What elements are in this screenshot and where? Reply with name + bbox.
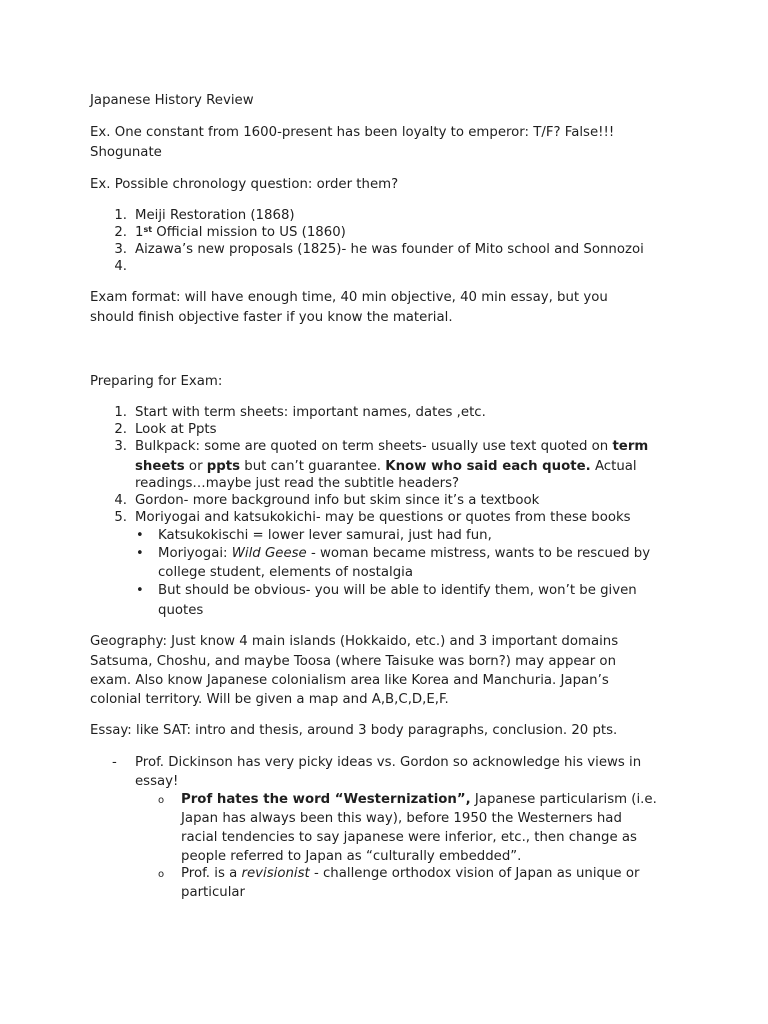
essay-item-1-line-2: essay! xyxy=(135,774,179,789)
prep-item-3-line-2 xyxy=(135,458,637,476)
exam-format-line-2: should finish objective faster if you know the material. xyxy=(90,310,453,325)
list-number: 2. xyxy=(114,422,127,437)
chronology-item-3: Aizawa’s new proposals (1825)- he was founder of Mito school and Sonnozoi xyxy=(135,242,644,257)
prep-subitem-3-line-1: But should be obvious- you will be able to identify them, won’t be given xyxy=(158,583,637,598)
essay-subitem-1-line-4: people referred to Japan as “culturally embedded”. xyxy=(181,849,522,864)
prep-item-3-know-bold: Know who said each quote. xyxy=(385,459,591,474)
prep-item-3-text-a: Bulkpack: some are quoted on term sheets- usually use text quoted on xyxy=(135,439,613,454)
prep-subitem-2-book-italic: Wild Geese xyxy=(231,546,307,561)
exam-format-line-1: Exam format: will have enough time, 40 min objective, 40 min essay, but you xyxy=(90,290,608,305)
document-title: Japanese History Review xyxy=(90,93,254,108)
list-number: 4. xyxy=(114,259,127,274)
bullet-icon: • xyxy=(136,583,144,598)
prep-subitem-3-line-2: quotes xyxy=(158,603,204,618)
prep-item-3-actual: Actual xyxy=(590,459,637,474)
essay-subitem-2-c: - challenge orthodox vision of Japan as unique or xyxy=(309,866,640,881)
essay-subitem-2-italic: revisionist xyxy=(241,866,310,881)
list-number: 1. xyxy=(114,405,127,420)
prep-item-3-line-3: readings…maybe just read the subtitle headers? xyxy=(135,476,460,491)
prep-item-3-or: or xyxy=(184,459,207,474)
prep-subitem-1: Katsukokischi = lower lever samurai, just had fun, xyxy=(158,528,492,543)
list-number: 5. xyxy=(114,510,127,525)
circle-bullet-icon: o xyxy=(158,795,165,806)
prep-item-1: Start with term sheets: important names, dates ,etc. xyxy=(135,405,486,420)
example-2: Ex. Possible chronology question: order them? xyxy=(90,177,399,192)
prep-subitem-2-line-1 xyxy=(158,545,650,563)
list-number: 4. xyxy=(114,493,127,508)
prep-item-2: Look at Ppts xyxy=(135,422,217,437)
geography-line-1: Geography: Just know 4 main islands (Hokkaido, etc.) and 3 important domains xyxy=(90,634,619,649)
chronology-item-2 xyxy=(135,224,346,242)
prep-item-5: Moriyogai and katsukokichi- may be questions or quotes from these books xyxy=(135,510,631,525)
chronology-item-2-num: 1 xyxy=(135,225,144,240)
essay-subitem-2-line-2: particular xyxy=(181,885,246,900)
list-number: 3. xyxy=(114,439,127,454)
prep-item-3-sheets-bold: sheets xyxy=(135,459,185,474)
essay-subitem-1-line-2: Japan has always been this way), before 1950 the Westerners had xyxy=(181,811,622,826)
bullet-icon: • xyxy=(136,546,144,561)
bullet-icon: • xyxy=(136,528,144,543)
prep-item-3-ppts-bold: ppts xyxy=(206,459,241,474)
prep-item-4: Gordon- more background info but skim since it’s a textbook xyxy=(135,493,540,508)
prep-item-3-guarantee: but can’t guarantee. xyxy=(240,459,386,474)
essay-subitem-1-line-3: racial tendencies to say japanese were inferior, etc., then change as xyxy=(181,830,637,845)
prep-item-3-term-bold: term xyxy=(612,439,649,454)
preparing-heading: Preparing for Exam: xyxy=(90,374,223,389)
prep-subitem-2-c: - woman became mistress, wants to be rescued by xyxy=(306,546,651,561)
geography-line-3: exam. Also know Japanese colonialism area like Korea and Manchuria. Japan’s xyxy=(90,673,609,688)
dash-bullet: - xyxy=(112,755,117,770)
essay-subitem-2-line-1 xyxy=(181,865,639,883)
example-1-line-2: Shogunate xyxy=(90,145,162,160)
geography-line-2: Satsuma, Choshu, and maybe Toosa (where Taisuke was born?) may appear on xyxy=(90,654,616,669)
circle-bullet-icon: o xyxy=(158,869,165,880)
essay-subitem-1-bold: Prof hates the word “Westernization”, xyxy=(181,792,471,807)
list-number: 1. xyxy=(114,208,127,223)
chronology-item-2-rest: Official mission to US (1860) xyxy=(152,225,346,240)
essay-subitem-2-a: Prof. is a xyxy=(181,866,242,881)
geography-line-4: colonial territory. Will be given a map and A,B,C,D,E,F. xyxy=(90,692,449,707)
prep-item-3-line-1 xyxy=(135,438,648,456)
prep-subitem-2-line-2: college student, elements of nostalgia xyxy=(158,565,414,580)
list-number: 3. xyxy=(114,242,127,257)
essay-subitem-1-line-1 xyxy=(181,791,657,809)
prep-subitem-2-a: Moriyogai: xyxy=(158,546,232,561)
essay-item-1-line-1: Prof. Dickinson has very picky ideas vs. Gordon so acknowledge his views in xyxy=(135,755,642,770)
list-number: 2. xyxy=(114,225,127,240)
essay-line: Essay: like SAT: intro and thesis, around 3 body paragraphs, conclusion. 20 pts. xyxy=(90,723,618,738)
chronology-item-1: Meiji Restoration (1868) xyxy=(135,208,295,223)
example-1-line-1: Ex. One constant from 1600-present has been loyalty to emperor: T/F? False!!! xyxy=(90,125,615,140)
chronology-item-2-sup: st xyxy=(143,225,153,234)
essay-subitem-1-a: Japanese particularism (i.e. xyxy=(470,792,657,807)
